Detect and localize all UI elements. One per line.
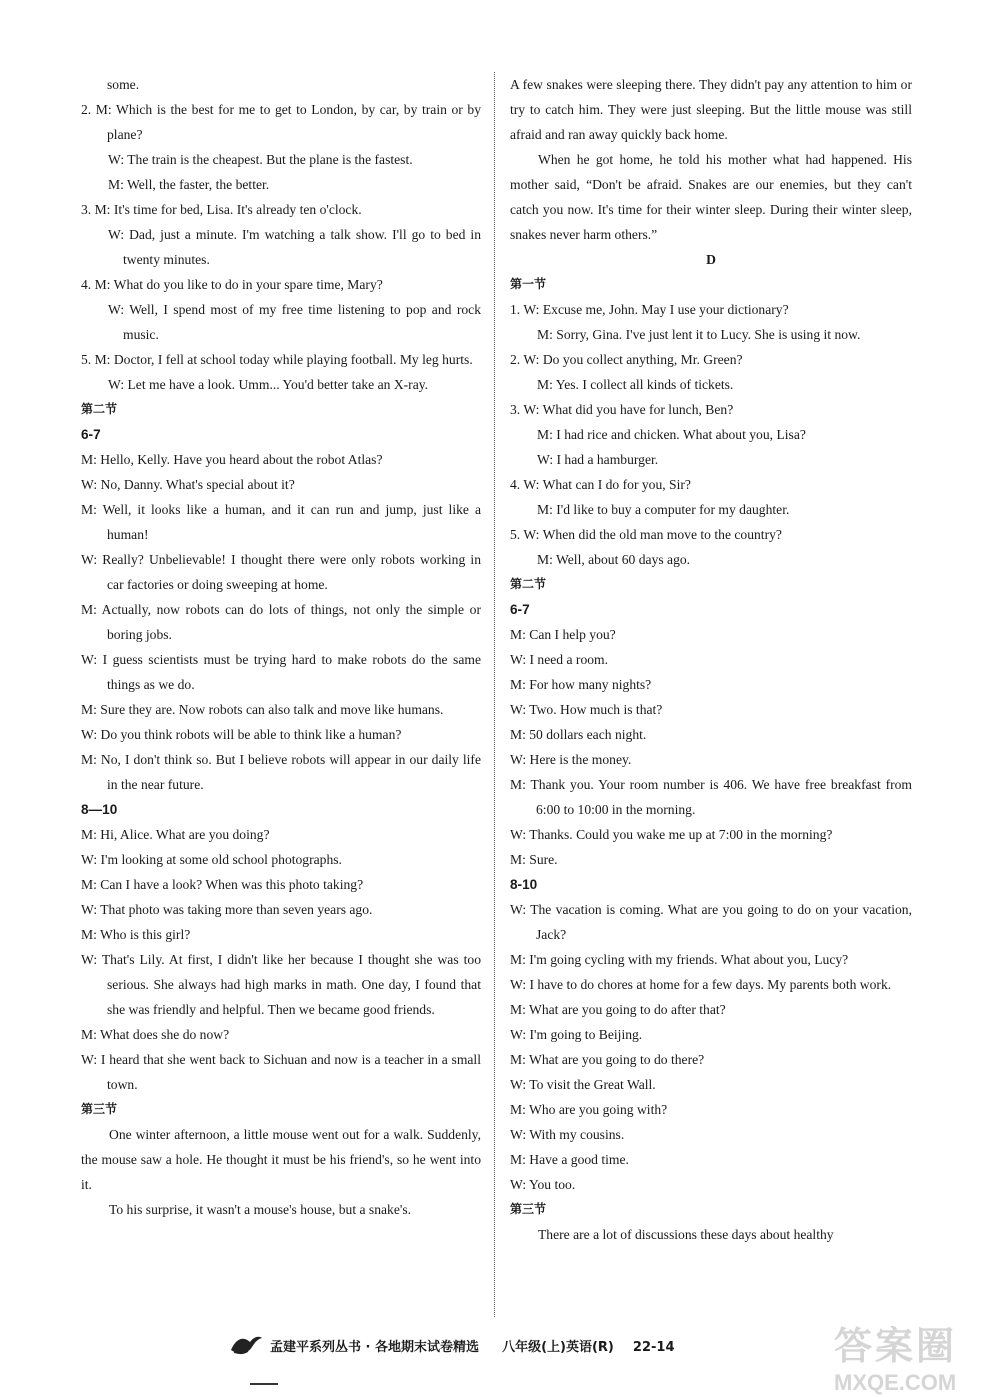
right-column-line: M: Sorry, Gina. I've just lent it to Lucy. She is using it now.	[537, 327, 861, 342]
right-column-line: 3. W: What did you have for lunch, Ben?	[510, 402, 734, 417]
left-column-line: W: I heard that she went back to Sichuan and now is a teacher in a small town.	[81, 1052, 481, 1092]
right-column-line: M: I'm going cycling with my friends. What about you, Lucy?	[510, 952, 849, 967]
right-column-line: W: With my cousins.	[510, 1127, 625, 1142]
left-column-line: M: Who is this girl?	[81, 927, 191, 942]
right-column-line: W: You too.	[510, 1177, 576, 1192]
left-column-line: W: I'm looking at some old school photographs.	[81, 852, 342, 867]
right-column-line: M: I had rice and chicken. What about you, Lisa?	[537, 427, 806, 442]
footer-dash	[250, 1383, 278, 1385]
right-column-line: W: I'm going to Beijing.	[510, 1027, 643, 1042]
left-column-line: 第二节	[81, 402, 118, 416]
right-column-line: 8-10	[510, 877, 538, 892]
right-column-line: W: Two. How much is that?	[510, 702, 663, 717]
left-column-line: M: Sure they are. Now robots can also talk and move like humans.	[81, 702, 444, 717]
watermark-top: 答案圈	[834, 1324, 958, 1368]
right-column-line: 1. W: Excuse me, John. May I use your dictionary?	[510, 302, 789, 317]
footer-page-number: 22-14	[632, 1340, 675, 1355]
column-divider	[494, 72, 495, 1317]
right-column-line: M: For how many nights?	[510, 677, 652, 692]
right-column-line: M: Well, about 60 days ago.	[537, 552, 691, 567]
left-column-line: M: Can I have a look? When was this photo taking?	[81, 877, 364, 892]
left-column-line: W: The train is the cheapest. But the plane is the fastest.	[108, 152, 413, 167]
left-column-line: One winter afternoon, a little mouse went out for a walk. Suddenly, the mouse saw a hole. He thought it must be his friend's, so he went into it.	[81, 1127, 481, 1192]
footer-grade: 八年级(上)英语(R)	[502, 1340, 614, 1355]
right-column-line: W: I need a room.	[510, 652, 609, 667]
left-column-line: M: Actually, now robots can do lots of things, not only the simple or boring jobs.	[81, 602, 481, 642]
left-column-line: M: Hi, Alice. What are you doing?	[81, 827, 270, 842]
left-column-line: M: Well, it looks like a human, and it can run and jump, just like a human!	[81, 502, 481, 542]
footer-series: 孟建平系列丛书 · 各地期末试卷精选	[270, 1340, 479, 1355]
right-column-line: There are a lot of discussions these days about healthy	[538, 1227, 834, 1242]
watermark-bottom: MXQE.COM	[834, 1370, 957, 1395]
right-column-line: 第三节	[510, 1202, 547, 1216]
right-column-line: M: Who are you going with?	[510, 1102, 668, 1117]
left-column-line: M: What does she do now?	[81, 1027, 230, 1042]
left-column-line: 3. M: It's time for bed, Lisa. It's already ten o'clock.	[81, 202, 362, 217]
left-column-line: W: That's Lily. At first, I didn't like her because I thought she was too serious. She always had high marks in math. One day, I found that she was friendly and helpful. Then we became good friends.	[81, 952, 481, 1017]
right-column-line: M: What are you going to do after that?	[510, 1002, 726, 1017]
left-column-line: W: Really? Unbelievable! I thought there were only robots working in car factories or doing sweeping at home.	[81, 552, 481, 592]
right-column-line: W: I had a hamburger.	[537, 452, 659, 467]
right-column-line: M: I'd like to buy a computer for my daughter.	[537, 502, 790, 517]
left-column-line: W: Let me have a look. Umm... You'd better take an X-ray.	[108, 377, 429, 392]
right-column-line: D	[706, 252, 716, 267]
right-column	[510, 72, 912, 1247]
right-column-line: 4. W: What can I do for you, Sir?	[510, 477, 691, 492]
right-column-line: 5. W: When did the old man move to the country?	[510, 527, 782, 542]
right-column-line: W: To visit the Great Wall.	[510, 1077, 656, 1092]
right-column-line: M: Yes. I collect all kinds of tickets.	[537, 377, 734, 392]
right-column-line: M: Thank you. Your room number is 406. We have free breakfast from 6:00 to 10:00 in the morning.	[510, 777, 912, 817]
right-column-line: W: Thanks. Could you wake me up at 7:00 in the morning?	[510, 827, 833, 842]
left-column-line: 5. M: Doctor, I fell at school today while playing football. My leg hurts.	[81, 352, 473, 367]
watermark	[834, 1315, 994, 1395]
left-column-line: M: Hello, Kelly. Have you heard about the robot Atlas?	[81, 452, 383, 467]
left-column-line: W: Do you think robots will be able to think like a human?	[81, 727, 402, 742]
left-column-line: 4. M: What do you like to do in your spare time, Mary?	[81, 277, 383, 292]
right-column-line: M: What are you going to do there?	[510, 1052, 705, 1067]
left-column-line: W: I guess scientists must be trying hard to make robots do the same things as we do.	[81, 652, 481, 692]
left-column-line: To his surprise, it wasn't a mouse's house, but a snake's.	[109, 1202, 412, 1217]
left-column	[81, 72, 481, 1222]
publisher-logo-icon	[228, 1328, 264, 1358]
right-column-line: M: 50 dollars each night.	[510, 727, 647, 742]
left-column-line: W: Well, I spend most of my free time listening to pop and rock music.	[108, 302, 481, 342]
right-column-line: W: The vacation is coming. What are you going to do on your vacation, Jack?	[510, 902, 912, 942]
right-column-line: A few snakes were sleeping there. They didn't pay any attention to him or try to catch him. They were just sleeping. But the little mouse was still afraid and ran away quickly back home.	[510, 77, 912, 142]
page-footer	[270, 1336, 790, 1362]
left-column-line: M: No, I don't think so. But I believe robots will appear in our daily life in the near future.	[81, 752, 481, 792]
right-column-line: 6-7	[510, 602, 530, 617]
right-column-line: M: Sure.	[510, 852, 558, 867]
left-column-line: W: No, Danny. What's special about it?	[81, 477, 295, 492]
right-column-line: M: Have a good time.	[510, 1152, 629, 1167]
left-column-line: W: Dad, just a minute. I'm watching a talk show. I'll go to bed in twenty minutes.	[108, 227, 481, 267]
right-column-line: 第二节	[510, 577, 547, 591]
left-column-line: 2. M: Which is the best for me to get to London, by car, by train or by plane?	[81, 102, 481, 142]
left-column-line: some.	[107, 77, 140, 92]
right-column-line: W: I have to do chores at home for a few days. My parents both work.	[510, 977, 892, 992]
right-column-line: W: Here is the money.	[510, 752, 632, 767]
right-column-line: When he got home, he told his mother what had happened. His mother said, “Don't be afraid. Snakes are our enemies, but they can't catch you now. It's time for their winter sleep. During their winter sleep, snakes never harm others.”	[510, 152, 912, 242]
right-column-line: 2. W: Do you collect anything, Mr. Green?	[510, 352, 743, 367]
right-column-line: M: Can I help you?	[510, 627, 616, 642]
left-column-line: 6-7	[81, 427, 101, 442]
left-column-line: M: Well, the faster, the better.	[108, 177, 270, 192]
right-column-line: 第一节	[510, 277, 547, 291]
left-column-line: 8—10	[81, 802, 118, 817]
left-column-line: 第三节	[81, 1102, 118, 1116]
left-column-line: W: That photo was taking more than seven years ago.	[81, 902, 373, 917]
